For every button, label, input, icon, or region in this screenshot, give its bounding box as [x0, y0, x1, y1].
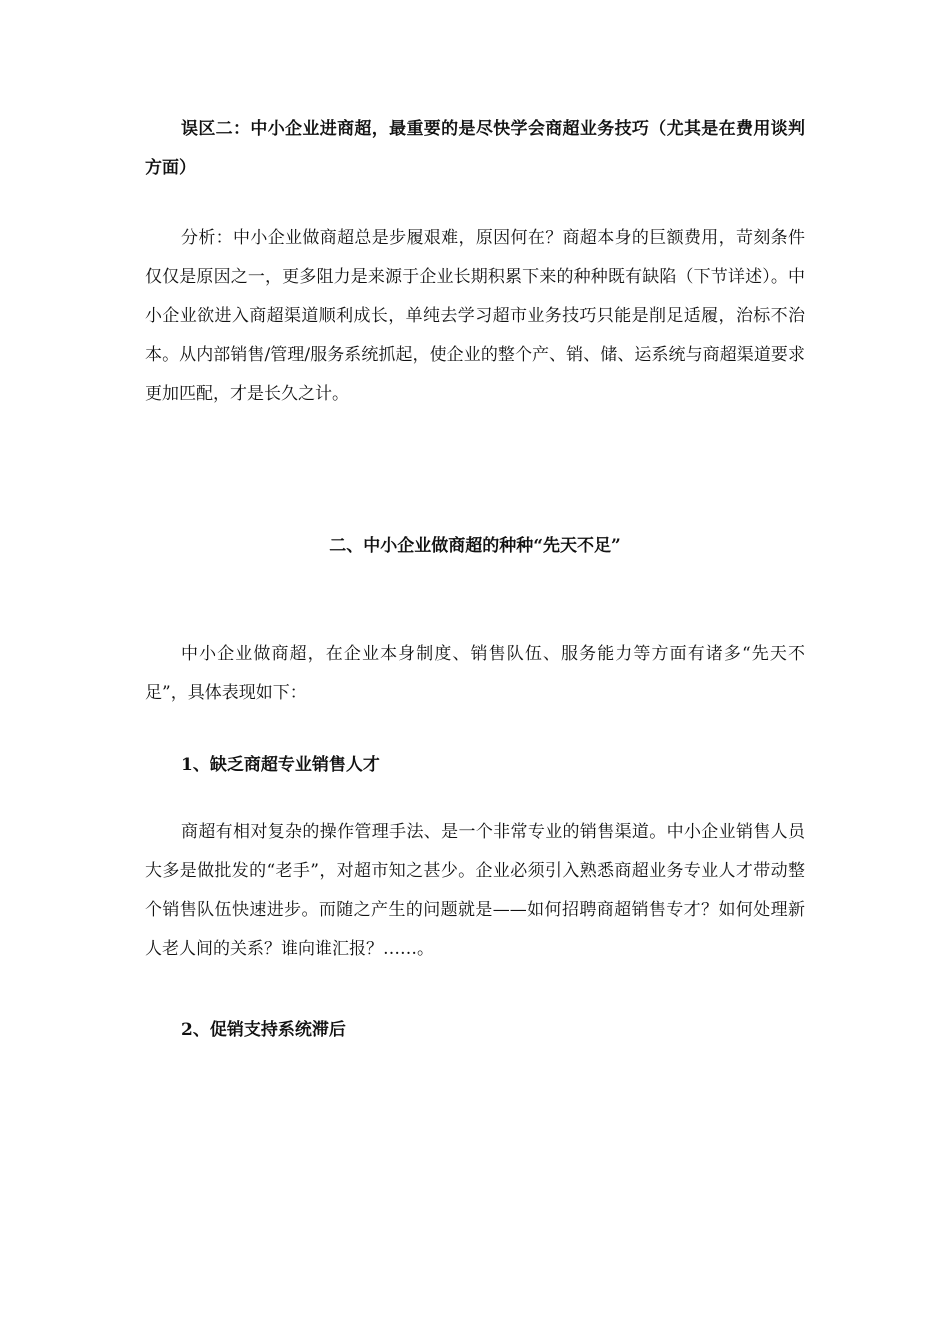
- misconception-2-analysis: 分析：中小企业做商超总是步履艰难，原因何在？商超本身的巨额费用，苛刻条件仅仅是原因之一，更多阻力是来源于企业长期积累下来的种种既有缺陷（下节详述）。中小企业欲进入商超渠道顺利成长，单纯去学习超市业务技巧只能是削足适履，治标不治本。从内部销售/管理/服务系统抓起，使企业的整个产、销、储、运系统与商超渠道要求更加匹配，才是长久之计。: [145, 228, 805, 404]
- item-2-heading: 2、促销支持系统滞后: [181, 1020, 346, 1040]
- section-2-title: 二、中小企业做商超的种种“先天不足”: [329, 536, 621, 556]
- item-1-heading: 1、缺乏商超专业销售人才: [181, 755, 380, 775]
- misconception-2-heading: 误区二：中小企业进商超，最重要的是尽快学会商超业务技巧（尤其是在费用谈判方面）: [145, 119, 805, 178]
- item-1-body: 商超有相对复杂的操作管理手法、是一个非常专业的销售渠道。中小企业销售人员大多是做批发的“老手”，对超市知之甚少。企业必须引入熟悉商超业务专业人才带动整个销售队伍快速进步。而随之产生的问题就是——如何招聘商超销售专才？如何处理新人老人间的关系？谁向谁汇报？……。: [145, 822, 805, 959]
- section-2-intro: 中小企业做商超，在企业本身制度、销售队伍、服务能力等方面有诸多“先天不足”，具体表现如下：: [145, 644, 805, 703]
